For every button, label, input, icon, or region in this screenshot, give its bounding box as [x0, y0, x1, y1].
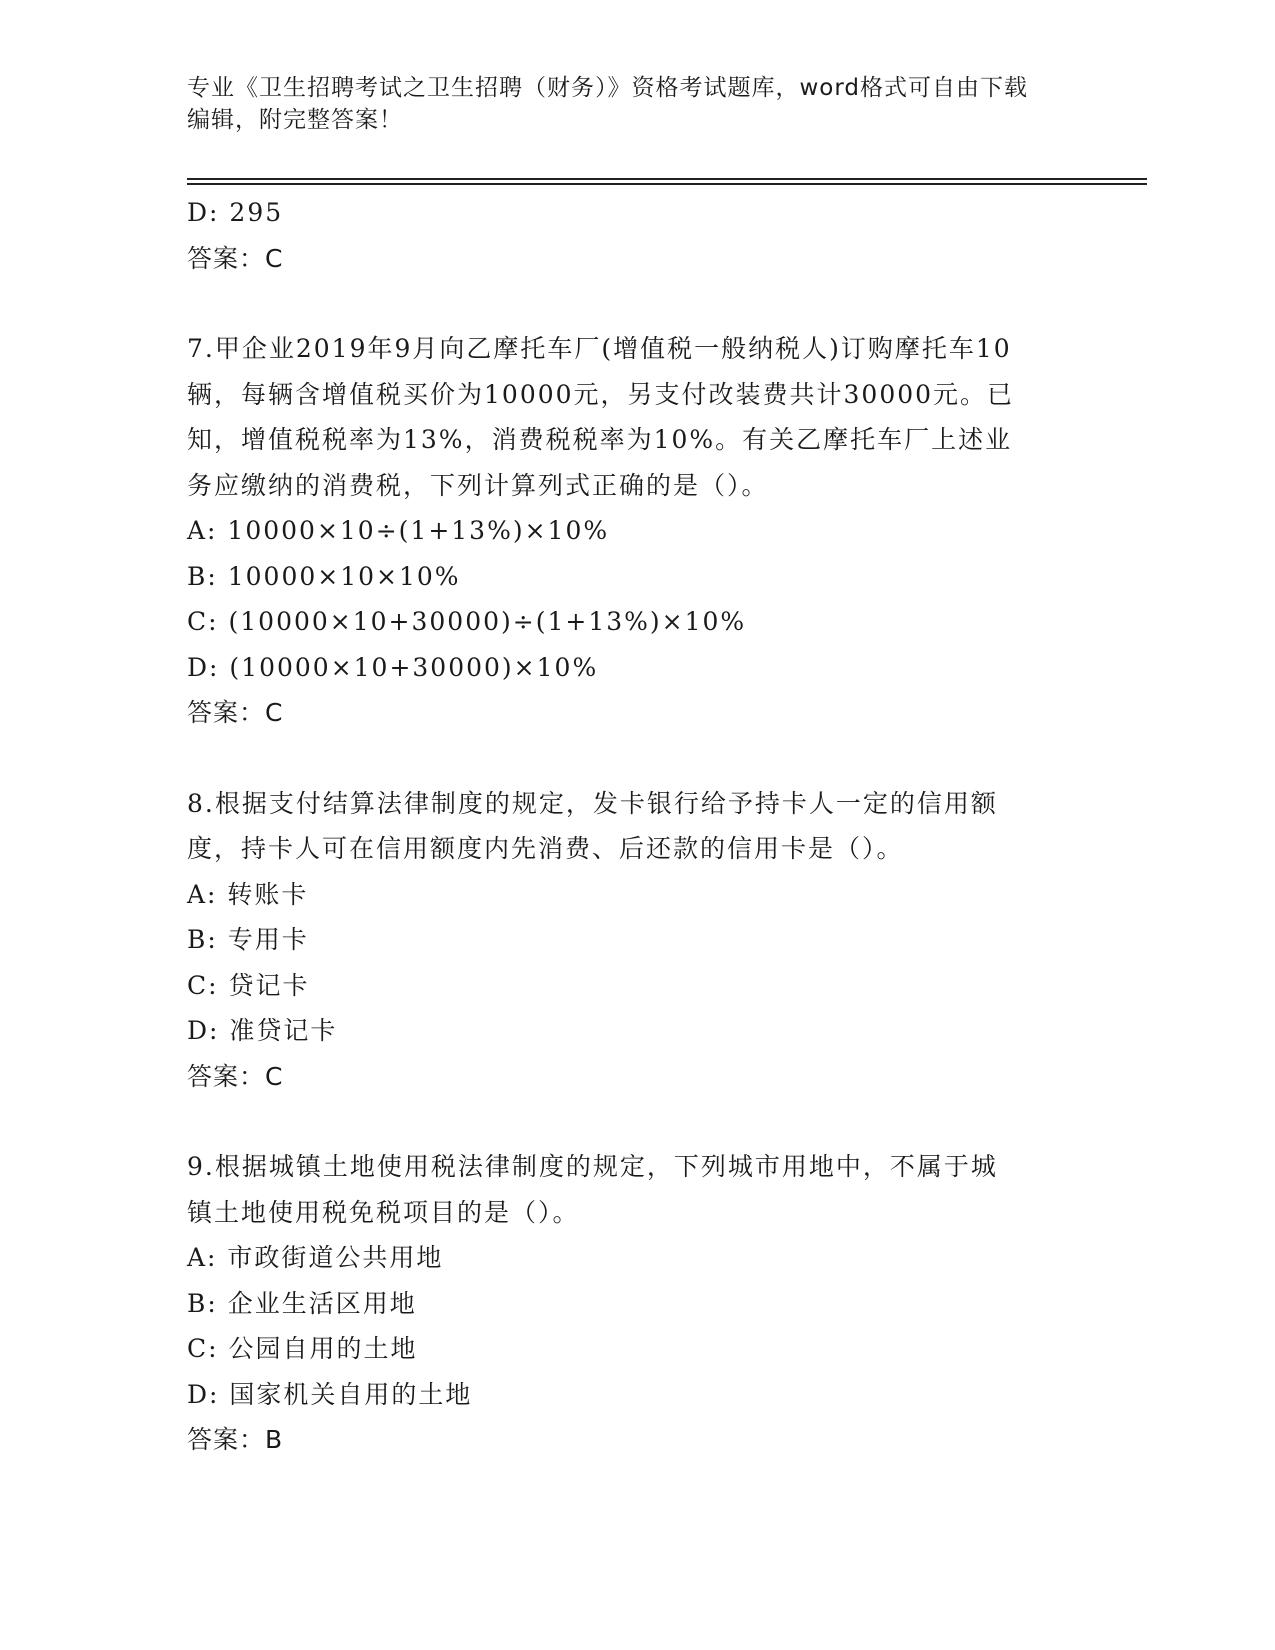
question-text-line: 知，增值税税率为13%，消费税税率为10%。有关乙摩托车厂上述业: [187, 425, 1013, 454]
option-b: B: 企业生活区用地: [187, 1288, 417, 1318]
header-line-2: 编辑，附完整答案！: [187, 107, 403, 133]
answer-line: 答案：C: [187, 1061, 284, 1091]
option-c: C: 公园自用的土地: [187, 1334, 418, 1363]
question-text-line: 辆，每辆含增值税买价为10000元，另支付改装费共计30000元。已: [187, 379, 1015, 409]
question-text-line: 7.甲企业2019年9月向乙摩托车厂(增值税一般纳税人)订购摩托车10: [187, 334, 1012, 363]
question-8: [187, 781, 1087, 1100]
option-c: C: 贷记卡: [187, 970, 310, 1000]
question-text-line: 8.根据支付结算法律制度的规定，发卡银行给予持卡人一定的信用额: [187, 788, 998, 818]
question-text-line: 9.根据城镇土地使用税法律制度的规定，下列城市用地中，不属于城: [187, 1152, 998, 1181]
spacer: [187, 736, 1087, 781]
answer-line: 答案：C: [187, 243, 284, 273]
spacer: [187, 281, 1087, 326]
option-d: D: 准贷记卡: [187, 1016, 338, 1045]
option-a: A: 市政街道公共用地: [187, 1243, 444, 1272]
answer-line: 答案：B: [187, 1425, 284, 1454]
option-d: D: (10000×10+30000)×10%: [187, 652, 599, 682]
question-text-line: 镇土地使用税免税项目的是（）。: [187, 1197, 580, 1227]
document-header: [187, 72, 1087, 136]
question-list: [187, 190, 1087, 1463]
answer-line: 答案：C: [187, 698, 284, 727]
header-rule-bottom: [187, 183, 1147, 185]
option-c: C: (10000×10+30000)÷(1+13%)×10%: [187, 607, 747, 636]
question-7: [187, 326, 1087, 736]
spacer: [187, 1099, 1087, 1144]
question-text-line: 度，持卡人可在信用额度内先消费、后还款的信用卡是（）。: [187, 834, 904, 863]
previous-question: [187, 190, 1087, 281]
question-text-line: 务应缴纳的消费税，下列计算列式正确的是（）。: [187, 470, 769, 500]
option-b: B: 专用卡: [187, 925, 309, 954]
header-line-1: 专业《卫生招聘考试之卫生招聘（财务）》资格考试题库，word格式可自由下载: [187, 75, 1029, 101]
header-rule-top: [187, 178, 1147, 180]
option-a: A: 转账卡: [187, 879, 309, 909]
option-a: A: 10000×10÷(1+13%)×10%: [187, 516, 610, 545]
question-9: [187, 1144, 1087, 1463]
option-d: D: 国家机关自用的土地: [187, 1379, 473, 1409]
option-d: D: 295: [187, 198, 284, 227]
option-b: B: 10000×10×10%: [187, 561, 461, 591]
